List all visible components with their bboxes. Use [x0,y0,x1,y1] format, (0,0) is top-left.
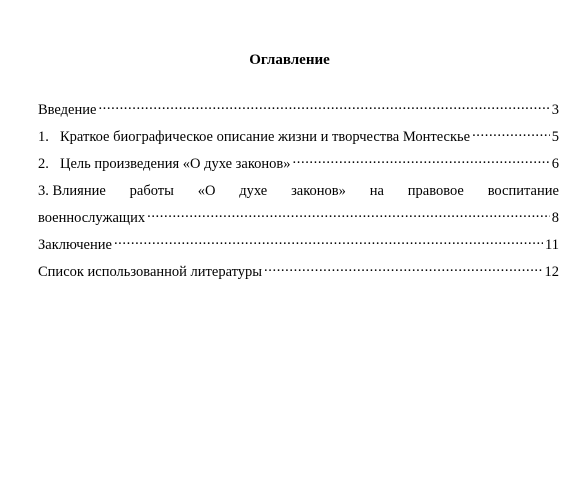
toc-leader-dots [147,208,550,222]
toc-entry-label [38,127,470,147]
toc-entry-number: 3. [38,183,49,199]
toc-leader-dots [293,154,550,168]
toc-entry-word: работы [129,183,174,199]
toc-entry-word: «О [197,183,216,199]
toc-entry-text: Цель произведения «О духе законов» [60,156,291,172]
toc-entry-label: Список использованной литературы [38,264,263,280]
toc-entry-label: Заключение [38,237,112,253]
toc-entry-word: законов» [291,183,346,199]
toc-page-number: 6 [551,156,559,172]
toc-entry-influence-line1[interactable] [38,181,559,208]
toc-entry-number: 1. [38,129,49,145]
toc-entry-number: 2. [38,156,49,172]
toc-entry-influence-line2[interactable] [38,208,559,235]
toc-entry-text: Краткое биографическое описание жизни и творчества Монтескье [60,129,471,145]
toc-entry-word: на [369,183,384,199]
toc-entry-word: духе [239,183,268,199]
toc-entry-word: правовое [407,183,464,199]
toc-leader-dots [98,100,549,114]
toc-page-number: 3 [551,102,559,118]
toc-title: Оглавление [249,52,330,68]
toc-entry-label: Введение [38,102,97,118]
table-of-contents [38,100,559,289]
toc-leader-dots [264,262,542,276]
toc-page-number: 5 [551,129,559,145]
toc-entry-references[interactable] [38,262,559,289]
toc-leader-dots [114,235,543,249]
toc-entry-label: военнослужащих [38,210,146,226]
toc-leader-dots [472,127,550,141]
toc-entry-label [38,154,291,174]
toc-entry-biography[interactable] [38,127,559,154]
toc-entry-word [38,181,106,208]
toc-page-number: 11 [545,237,559,253]
toc-page-number: 8 [551,210,559,226]
toc-entry-word-text: Влияние [52,183,106,199]
toc-page-number: 12 [544,264,559,280]
toc-entry-purpose[interactable] [38,154,559,181]
toc-entry-conclusion[interactable] [38,235,559,262]
toc-entry-introduction[interactable] [38,100,559,127]
toc-entry-word: воспитание [487,183,559,199]
